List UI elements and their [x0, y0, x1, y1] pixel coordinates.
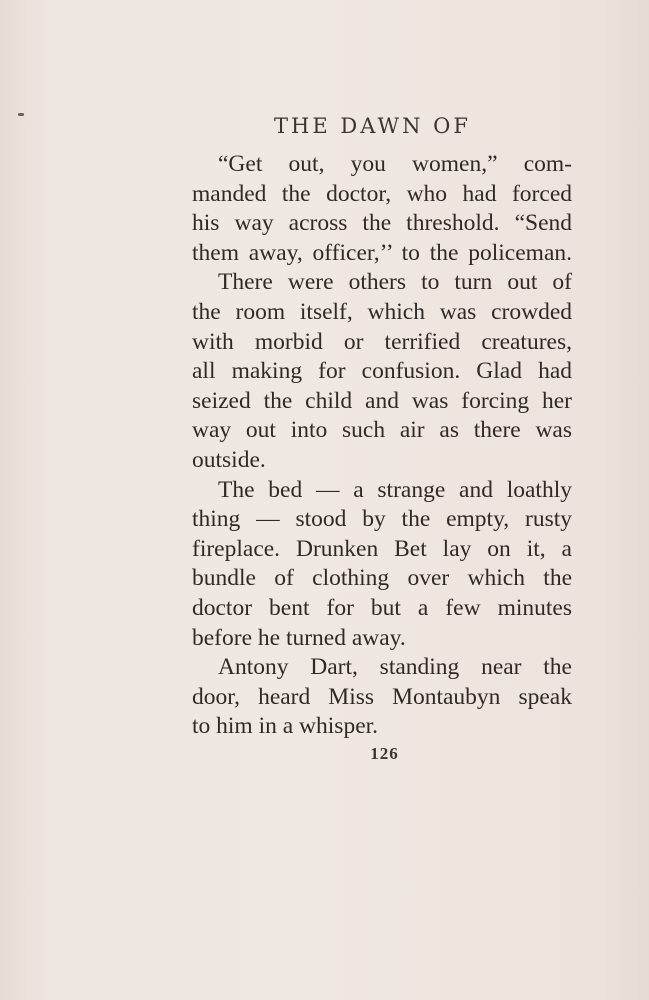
text-line: There were others to turn out of [218, 269, 572, 296]
text-line: his way across the threshold. “Send [192, 210, 572, 237]
text-line: fireplace. Drunken Bet lay on it, a [192, 535, 572, 562]
text-line: “Get out, you women,” com- [218, 151, 572, 177]
text-line: way out into such air as there was [192, 417, 572, 444]
text-line: the room itself, which was crowded [192, 298, 572, 325]
body-text [192, 150, 572, 742]
running-head: THE DAWN OF [274, 114, 471, 138]
page-number: 126 [370, 744, 399, 763]
text-line: thing — stood by the empty, rusty [192, 506, 572, 533]
text-line: door, heard Miss Montaubyn speak [192, 683, 572, 710]
text-line: seized the child and was forcing her [192, 387, 572, 414]
text-line: with morbid or terrified creatures, [192, 328, 572, 355]
text-line: before he turned away. [192, 624, 406, 651]
text-line: doctor bent for but a few minutes [192, 594, 572, 621]
text-line: all making for confusion. Glad had [192, 358, 572, 385]
text-line: them away, officer,’’ to the policeman. [192, 239, 572, 266]
text-line: manded the doctor, who had forced [192, 180, 572, 207]
text-line: to him in a whisper. [192, 713, 379, 740]
text-line: outside. [192, 446, 266, 473]
text-line: The bed — a strange and loathly [218, 476, 572, 503]
text-line: Antony Dart, standing near the [218, 654, 572, 681]
text-line: bundle of clothing over which the [192, 565, 572, 592]
